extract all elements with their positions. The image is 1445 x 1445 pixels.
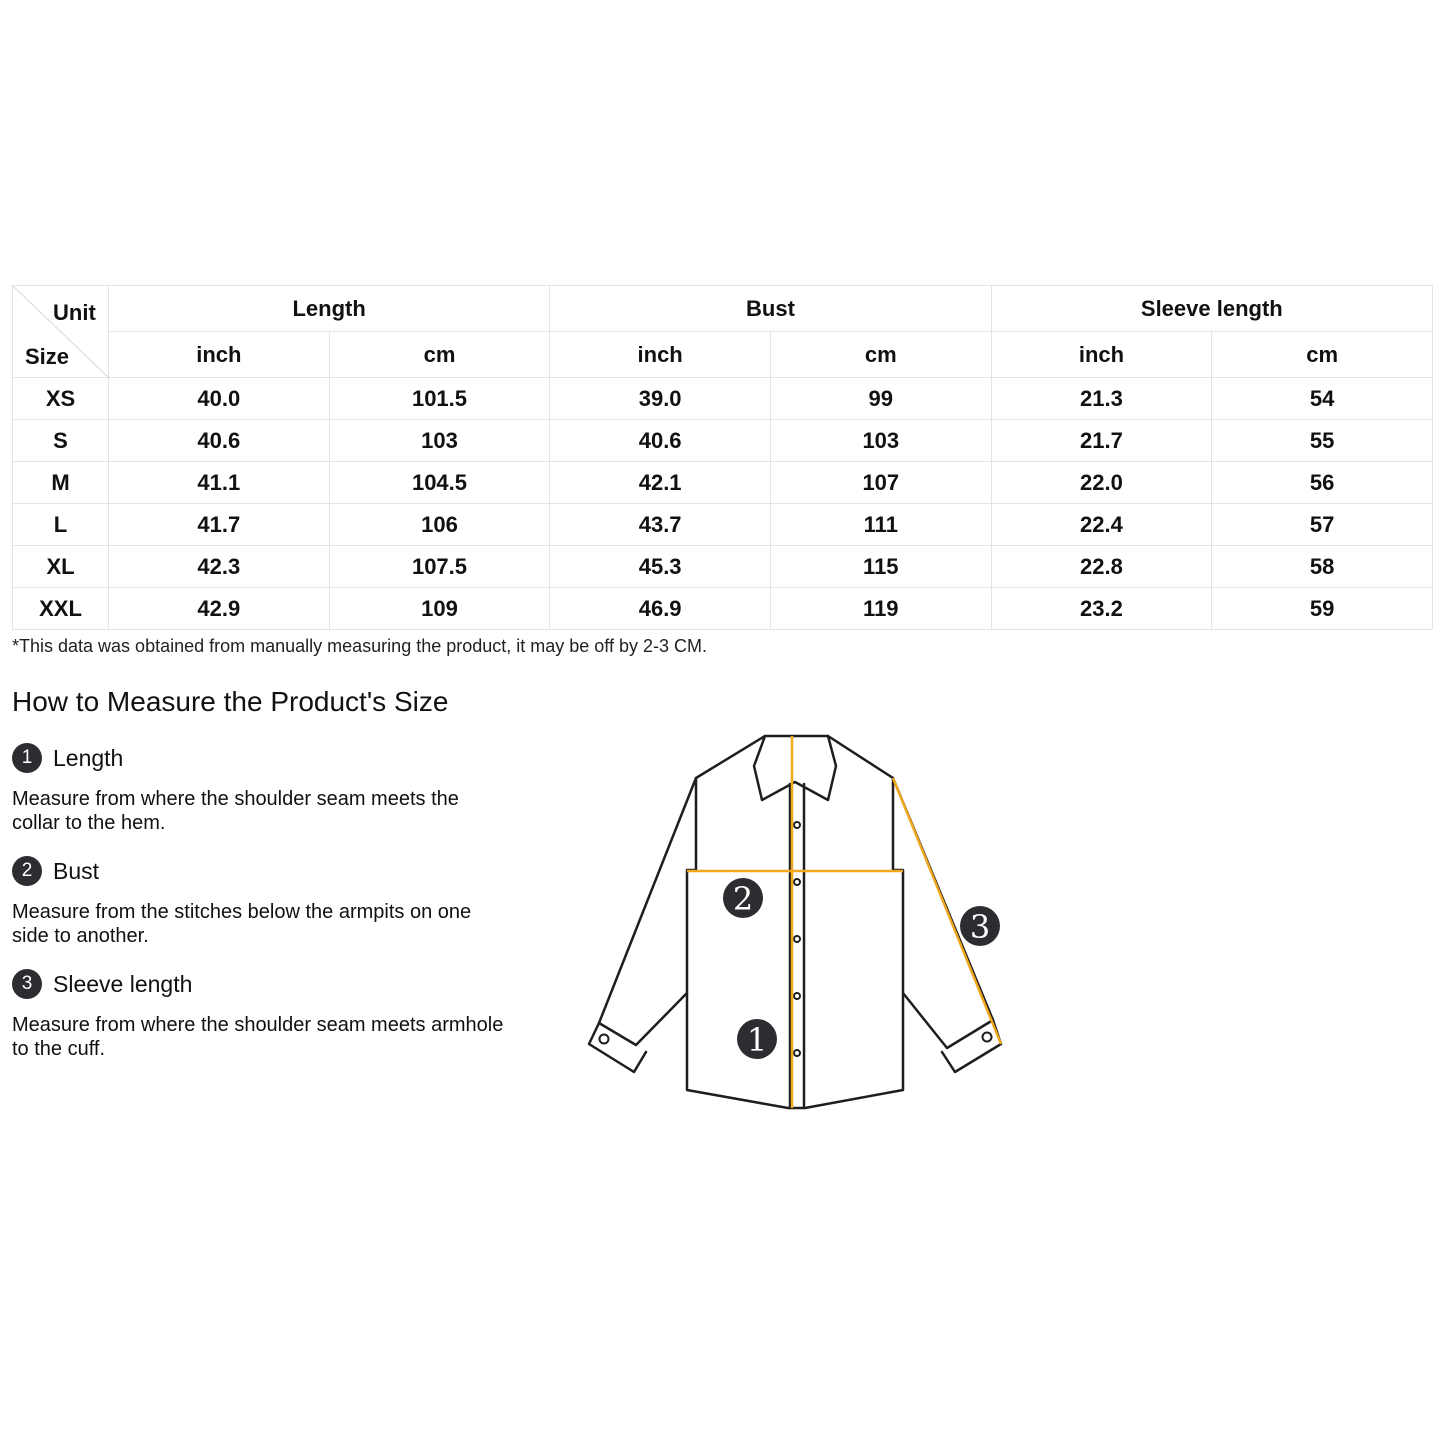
table-row [13, 462, 1433, 504]
value-cell: 42.1 [550, 462, 771, 504]
value-cell: 54 [1212, 378, 1433, 420]
subheader-sleeve-inch: inch [991, 332, 1212, 378]
step-label: Sleeve length [53, 970, 193, 997]
step-sleeve-description: Measure from where the shoulder seam meets armhole to the cuff. [12, 1014, 504, 1060]
value-cell: 39.0 [550, 378, 771, 420]
marker-number: 1 [746, 1021, 768, 1059]
value-cell: 103 [329, 420, 550, 462]
size-cell: XS [13, 378, 109, 420]
value-cell: 57 [1212, 504, 1433, 546]
shirt-button [794, 993, 800, 999]
size-cell: XXL [13, 588, 109, 630]
marker-3 [960, 906, 1000, 946]
value-cell: 55 [1212, 420, 1433, 462]
measurement-disclaimer: *This data was obtained from manually measuring the product, it may be off by 2-3 CM. [12, 636, 708, 656]
header-bust: Bust [550, 286, 991, 332]
table-row [13, 588, 1433, 630]
value-cell: 41.1 [109, 462, 330, 504]
value-cell: 59 [1212, 588, 1433, 630]
step-label: Length [53, 744, 124, 771]
value-cell: 22.0 [991, 462, 1212, 504]
value-cell: 42.9 [109, 588, 330, 630]
marker-number: 2 [732, 880, 754, 918]
step-bust-description: Measure from the stitches below the armpits on one side to another. [12, 901, 472, 947]
value-cell: 45.3 [550, 546, 771, 588]
step-length-description: Measure from where the shoulder seam meets the collar to the hem. [12, 788, 459, 834]
how-to-measure-title: How to Measure the Product's Size [12, 686, 449, 717]
step-label: Bust [53, 857, 100, 884]
table-row [13, 546, 1433, 588]
step-number-badge: 1 [12, 743, 42, 773]
value-cell: 109 [329, 588, 550, 630]
value-cell: 22.8 [991, 546, 1212, 588]
value-cell: 111 [770, 504, 991, 546]
shirt-button [794, 936, 800, 942]
value-cell: 40.0 [109, 378, 330, 420]
size-cell: L [13, 504, 109, 546]
table-row [13, 420, 1433, 462]
size-cell: S [13, 420, 109, 462]
size-cell: XL [13, 546, 109, 588]
shirt-button [794, 1050, 800, 1056]
left-sleeve [599, 778, 696, 1045]
value-cell: 42.3 [109, 546, 330, 588]
step-sleeve-heading [12, 968, 192, 1000]
shirt-button [794, 879, 800, 885]
value-cell: 115 [770, 546, 991, 588]
subheader-bust-inch: inch [550, 332, 771, 378]
shirt-collar [754, 736, 836, 800]
shirt-outline-icon [580, 725, 1020, 1125]
corner-size-label: Size [25, 344, 70, 369]
marker-1 [737, 1019, 777, 1059]
value-cell: 106 [329, 504, 550, 546]
marker-number: 3 [969, 908, 991, 946]
corner-unit-label: Unit [53, 300, 96, 325]
value-cell: 104.5 [329, 462, 550, 504]
value-cell: 21.7 [991, 420, 1212, 462]
step-number-badge: 2 [12, 856, 42, 886]
value-cell: 107 [770, 462, 991, 504]
subheader-sleeve-cm: cm [1212, 332, 1433, 378]
size-cell: M [13, 462, 109, 504]
value-cell: 99 [770, 378, 991, 420]
shirt-button [794, 822, 800, 828]
header-sleeve-length: Sleeve length [991, 286, 1432, 332]
value-cell: 23.2 [991, 588, 1212, 630]
step-bust-heading [12, 855, 99, 887]
step-number-badge: 3 [12, 969, 42, 999]
subheader-length-cm: cm [329, 332, 550, 378]
value-cell: 40.6 [109, 420, 330, 462]
value-cell: 101.5 [329, 378, 550, 420]
value-cell: 107.5 [329, 546, 550, 588]
value-cell: 119 [770, 588, 991, 630]
table-corner-cell [13, 286, 109, 378]
value-cell: 22.4 [991, 504, 1212, 546]
table-row [13, 504, 1433, 546]
measurement-lines [687, 736, 1001, 1108]
left-cuff [589, 1023, 646, 1072]
step-length-heading [12, 742, 123, 774]
value-cell: 103 [770, 420, 991, 462]
cuff-button [983, 1033, 992, 1042]
value-cell: 58 [1212, 546, 1433, 588]
subheader-length-inch: inch [109, 332, 330, 378]
cuff-button [600, 1035, 609, 1044]
size-chart-table [12, 285, 1433, 630]
value-cell: 41.7 [109, 504, 330, 546]
header-length: Length [109, 286, 550, 332]
subheader-bust-cm: cm [770, 332, 991, 378]
value-cell: 40.6 [550, 420, 771, 462]
value-cell: 46.9 [550, 588, 771, 630]
value-cell: 21.3 [991, 378, 1212, 420]
value-cell: 43.7 [550, 504, 771, 546]
value-cell: 56 [1212, 462, 1433, 504]
table-row [13, 378, 1433, 420]
marker-2 [723, 878, 763, 918]
